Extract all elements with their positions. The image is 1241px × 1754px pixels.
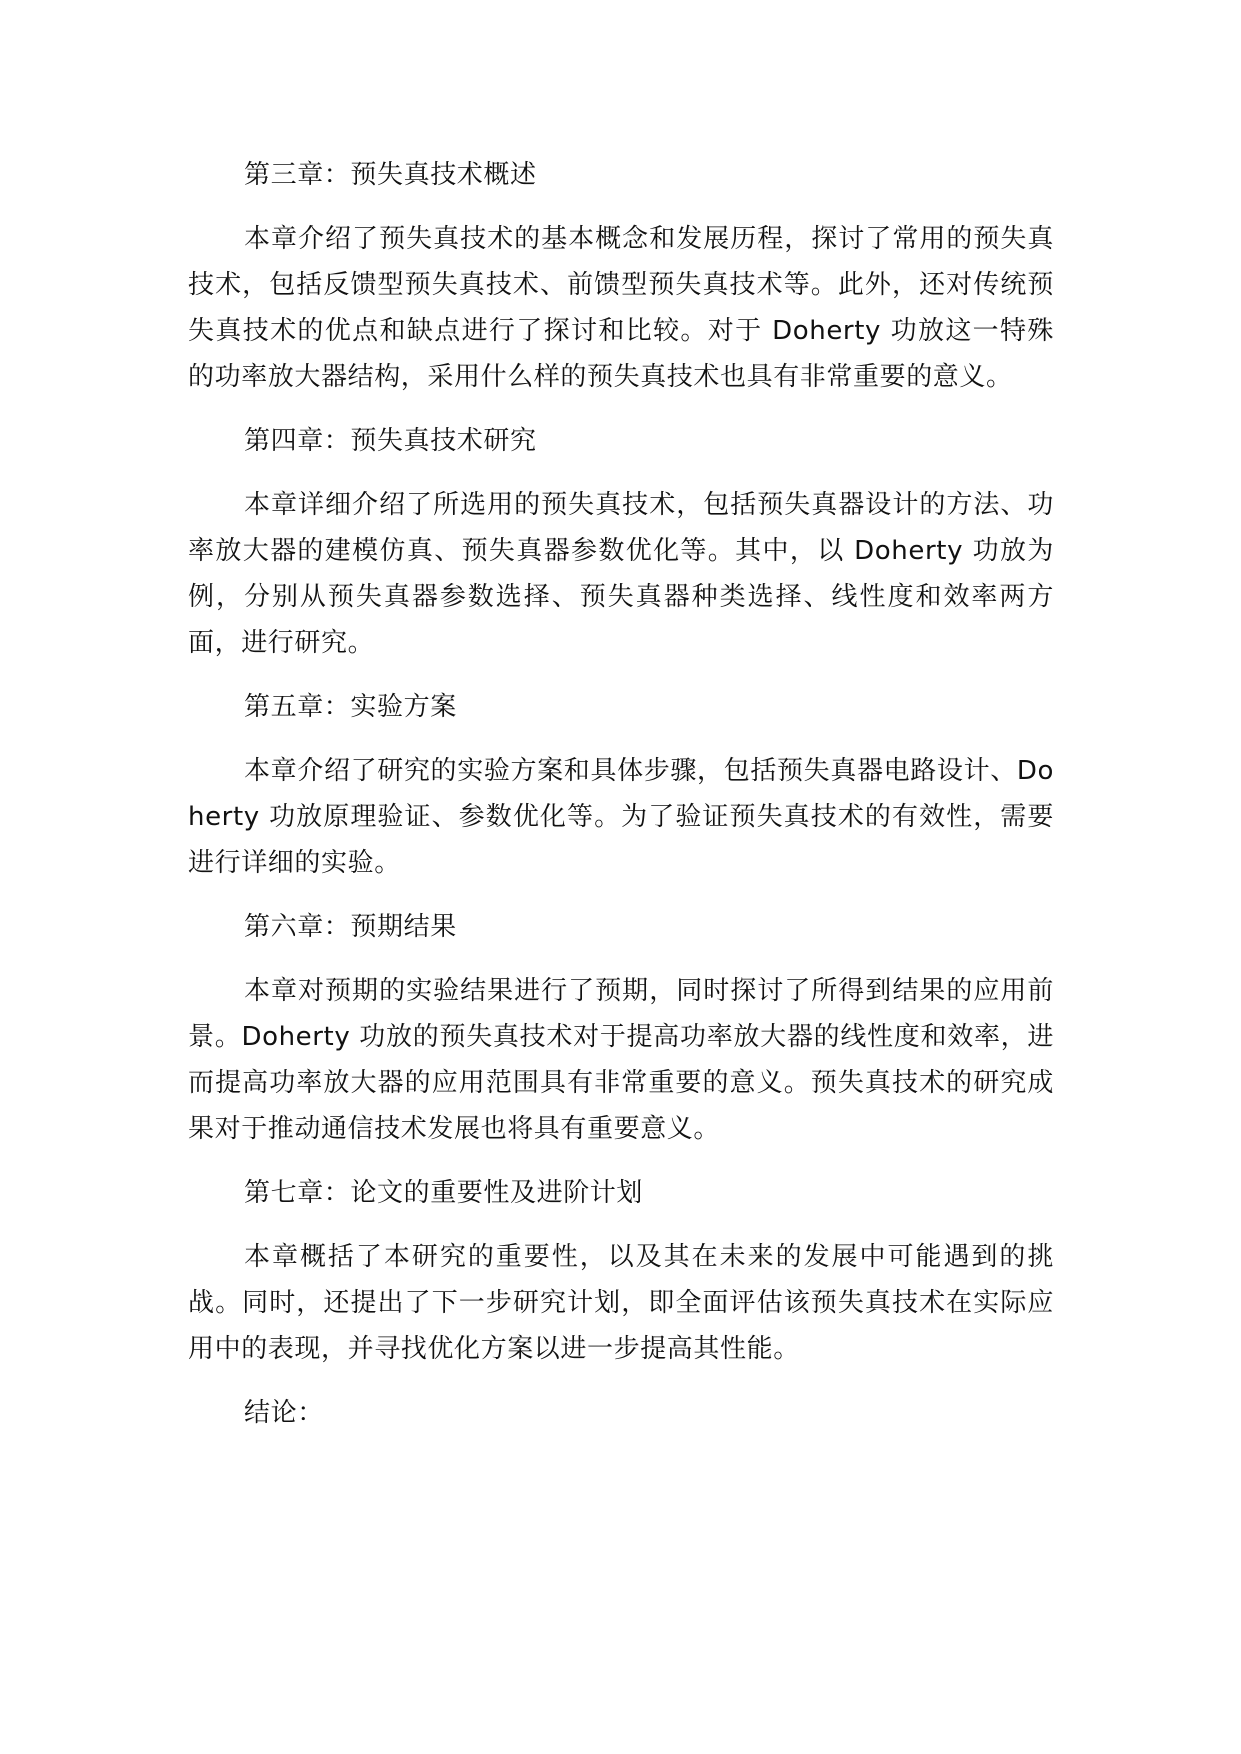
chapter-5-paragraph: 本章介绍了研究的实验方案和具体步骤，包括预失真器电路设计、Doherty 功放原理验证、参数优化等。为了验证预失真技术的有效性，需要进行详细的实验。 bbox=[188, 756, 1054, 878]
chapter-3-heading: 第三章：预失真技术概述 bbox=[244, 160, 537, 190]
chapter-4-paragraph: 本章详细介绍了所选用的预失真技术，包括预失真器设计的方法、功率放大器的建模仿真、预失真器参数优化等。其中，以 Doherty 功放为例，分别从预失真器参数选择、预失真器种类选择、线性度和效率两方面，进行研究。 bbox=[188, 490, 1054, 658]
document-body bbox=[188, 152, 1054, 1454]
chapter-4-heading: 第四章：预失真技术研究 bbox=[244, 426, 537, 456]
chapter-7-heading: 第七章：论文的重要性及进阶计划 bbox=[244, 1178, 644, 1208]
chapter-3-paragraph: 本章介绍了预失真技术的基本概念和发展历程，探讨了常用的预失真技术，包括反馈型预失真技术、前馈型预失真技术等。此外，还对传统预失真技术的优点和缺点进行了探讨和比较。对于 Doherty 功放这一特殊的功率放大器结构，采用什么样的预失真技术也具有非常重要的意义。 bbox=[188, 224, 1054, 392]
chapter-6-paragraph: 本章对预期的实验结果进行了预期，同时探讨了所得到结果的应用前景。Doherty 功放的预失真技术对于提高功率放大器的线性度和效率，进而提高功率放大器的应用范围具有非常重要的意义。预失真技术的研究成果对于推动通信技术发展也将具有重要意义。 bbox=[188, 976, 1054, 1144]
chapter-7-paragraph: 本章概括了本研究的重要性，以及其在未来的发展中可能遇到的挑战。同时，还提出了下一步研究计划，即全面评估该预失真技术在实际应用中的表现，并寻找优化方案以进一步提高其性能。 bbox=[188, 1242, 1054, 1364]
chapter-6-heading: 第六章：预期结果 bbox=[244, 912, 457, 942]
chapter-5-heading: 第五章：实验方案 bbox=[244, 692, 457, 722]
conclusion-heading: 结论： bbox=[244, 1398, 324, 1428]
